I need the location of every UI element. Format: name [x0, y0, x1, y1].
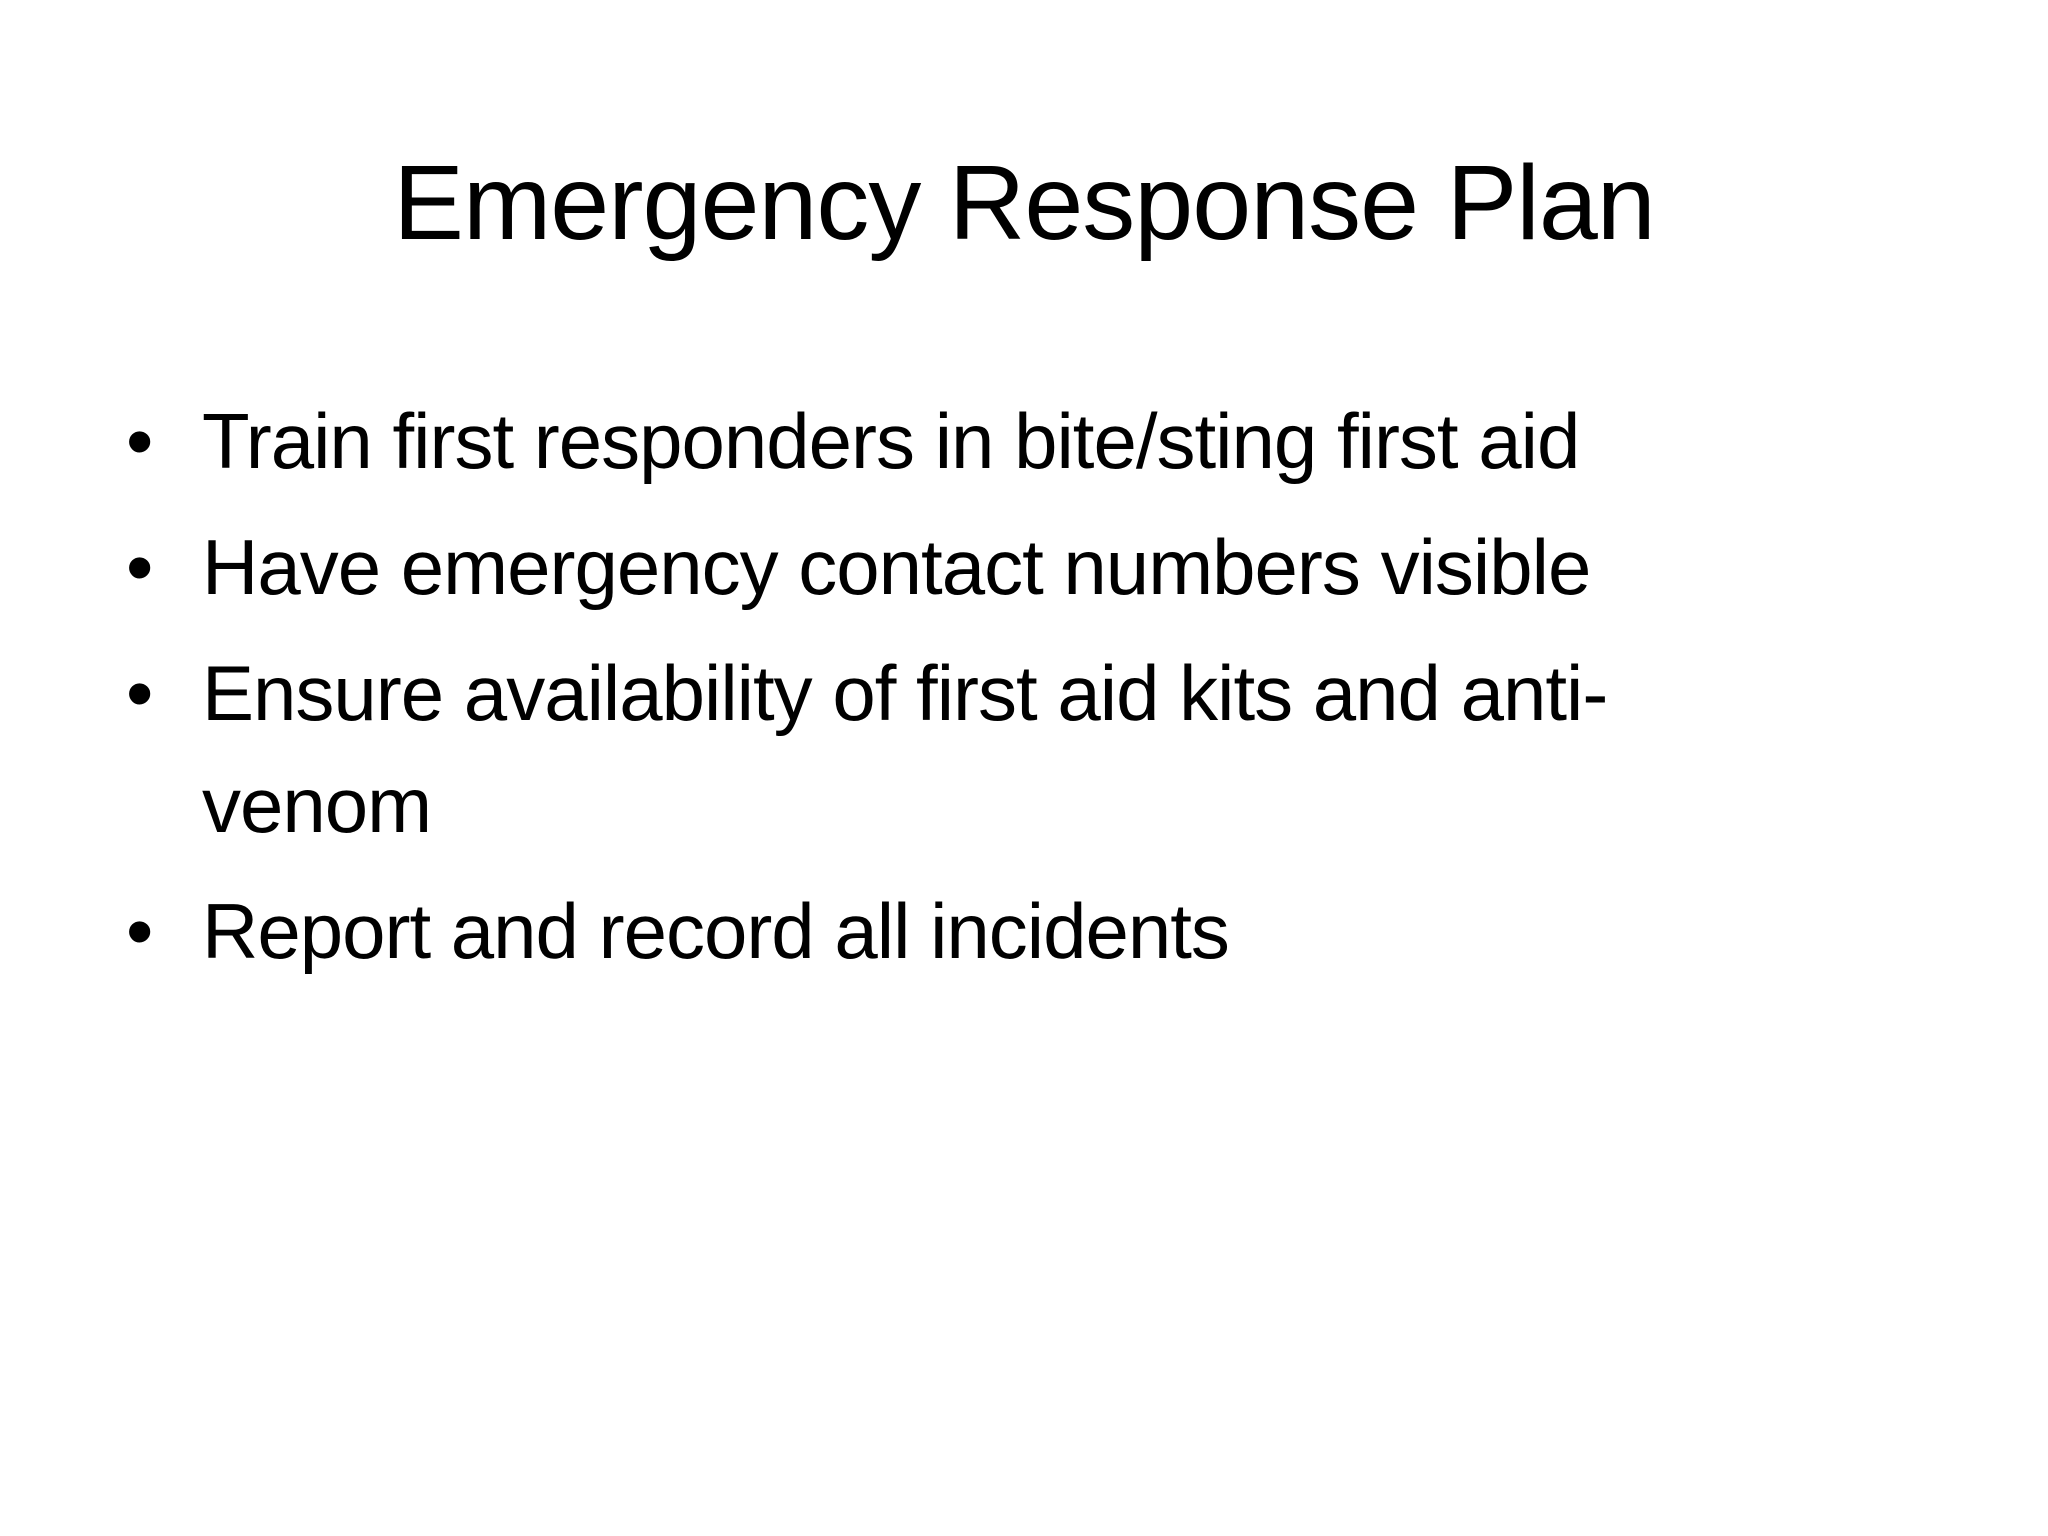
bullet-icon: • — [126, 649, 153, 737]
bullet-text: Report and record all incidents — [202, 887, 1229, 975]
slide-title: Emergency Response Plan — [393, 144, 1655, 262]
bullet-icon: • — [126, 523, 153, 611]
bullet-item — [118, 637, 1818, 861]
bullet-text: Train first responders in bite/sting first aid — [202, 397, 1580, 485]
bullet-icon: • — [126, 887, 153, 975]
bullet-text: Have emergency contact numbers visible — [202, 523, 1591, 611]
bullet-item — [118, 875, 1818, 987]
bullet-item — [118, 385, 1818, 497]
bullet-item — [118, 511, 1818, 623]
bullet-icon: • — [126, 397, 153, 485]
bullet-text: Ensure availability of first aid kits and anti-venom — [202, 649, 1608, 849]
bullet-list — [118, 385, 1818, 1001]
